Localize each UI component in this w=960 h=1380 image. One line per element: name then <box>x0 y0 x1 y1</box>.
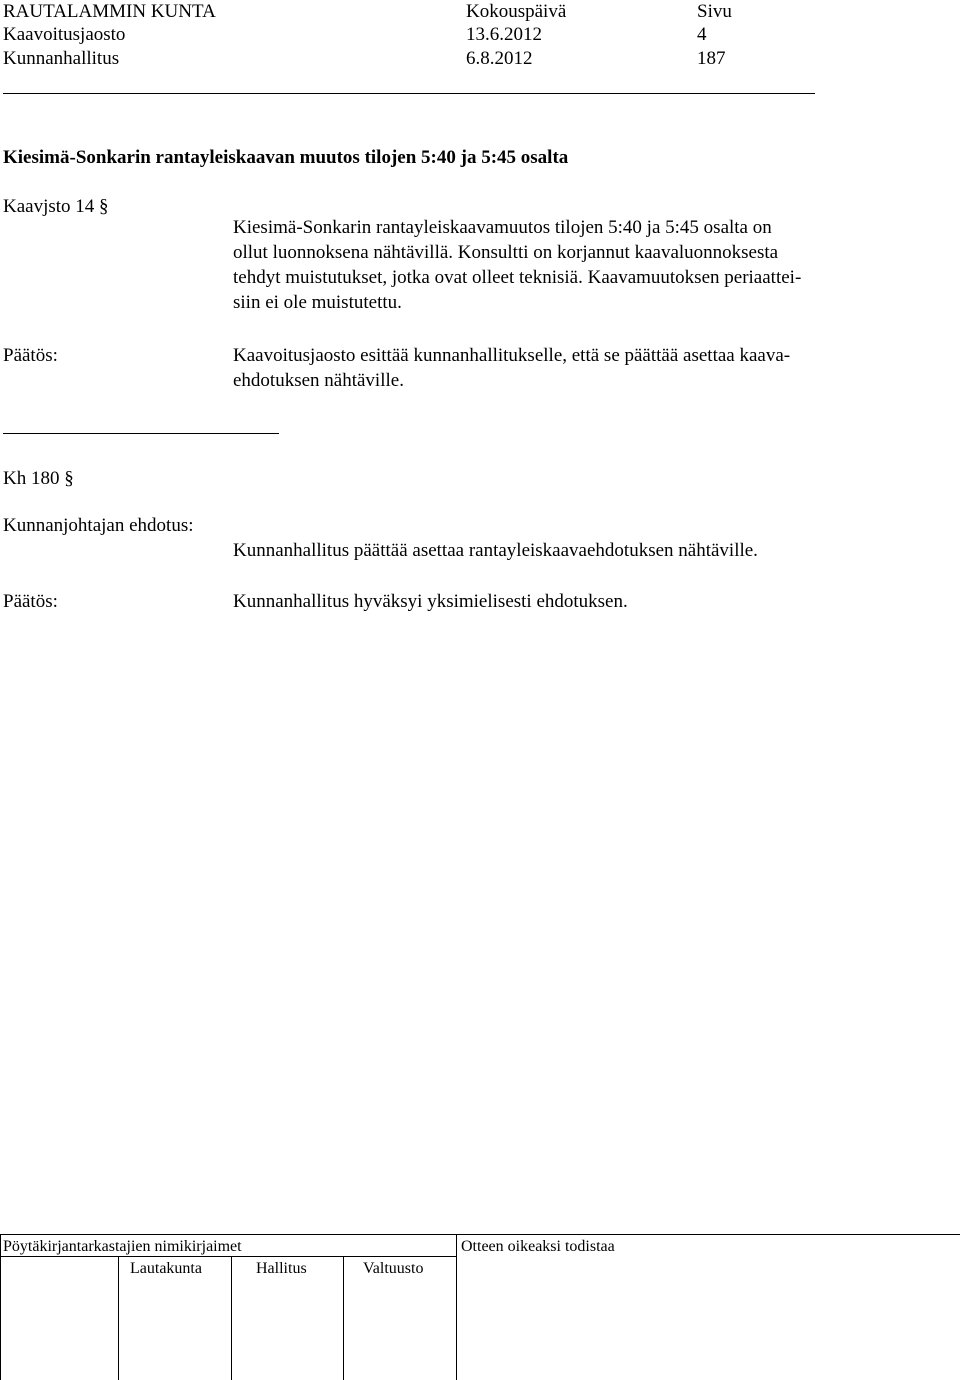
section1-line-2: ollut luonnoksena nähtävillä. Konsultti on korjannut kaavaluonnoksesta <box>233 242 779 263</box>
organization-name: RAUTALAMMIN KUNTA <box>3 1 216 22</box>
header-date-1: 13.6.2012 <box>466 24 542 45</box>
footer-copy-label: Otteen oikeaksi todistaa <box>461 1238 615 1255</box>
footer-divider-4 <box>456 1234 457 1380</box>
section1-decision <box>233 343 893 393</box>
header-page-2: 187 <box>697 48 726 69</box>
footer-divider-1 <box>118 1256 119 1380</box>
section2-reference: Kh 180 § <box>3 468 74 489</box>
meeting-date-label: Kokouspäivä <box>466 1 567 22</box>
section2-proposal-label: Kunnanjohtajan ehdotus: <box>3 515 194 536</box>
section1-decision-label: Päätös: <box>3 345 58 366</box>
header-divider <box>3 93 815 94</box>
footer-divider-3 <box>343 1256 344 1380</box>
footer-col-hallitus: Hallitus <box>256 1260 307 1277</box>
footer-col-valtuusto: Valtuusto <box>363 1260 424 1277</box>
section1-reference: Kaavjsto 14 § <box>3 196 109 217</box>
header-body-2: Kunnanhallitus <box>3 48 120 69</box>
section1-line-3: tehdyt muistutukset, jotka ovat olleet teknisiä. Kaavamuutoksen periaattei- <box>233 267 802 288</box>
header-date-2: 6.8.2012 <box>466 48 533 69</box>
footer-top-border <box>0 1234 960 1235</box>
page-title: Kiesimä-Sonkarin rantayleiskaavan muutos tilojen 5:40 ja 5:45 osalta <box>3 147 569 168</box>
section1-line-1: Kiesimä-Sonkarin rantayleiskaavamuutos tilojen 5:40 ja 5:45 osalta on <box>233 217 772 238</box>
footer-left-border <box>0 1234 1 1380</box>
section2-decision-text: Kunnanhallitus hyväksyi yksimielisesti ehdotuksen. <box>233 591 628 612</box>
footer-label-underline <box>0 1256 456 1257</box>
footer-initials-label: Pöytäkirjantarkastajien nimikirjaimet <box>3 1238 242 1255</box>
footer-col-lautakunta: Lautakunta <box>130 1260 202 1277</box>
header-body-1: Kaavoitusjaosto <box>3 24 126 45</box>
header-page-1: 4 <box>697 24 707 45</box>
section1-line-4: siin ei ole muistutettu. <box>233 292 402 313</box>
footer-divider-2 <box>231 1256 232 1380</box>
section2-proposal-text: Kunnanhallitus päättää asettaa rantayleiskaavaehdotuksen nähtäville. <box>233 540 758 561</box>
section2-decision-label: Päätös: <box>3 591 58 612</box>
section1-description <box>233 215 893 315</box>
section-divider <box>3 433 279 434</box>
page-label: Sivu <box>697 1 732 22</box>
section1-decision-line-1: Kaavoitusjaosto esittää kunnanhallitukselle, että se päättää asettaa kaava- <box>233 345 791 366</box>
section1-decision-line-2: ehdotuksen nähtäville. <box>233 370 404 391</box>
